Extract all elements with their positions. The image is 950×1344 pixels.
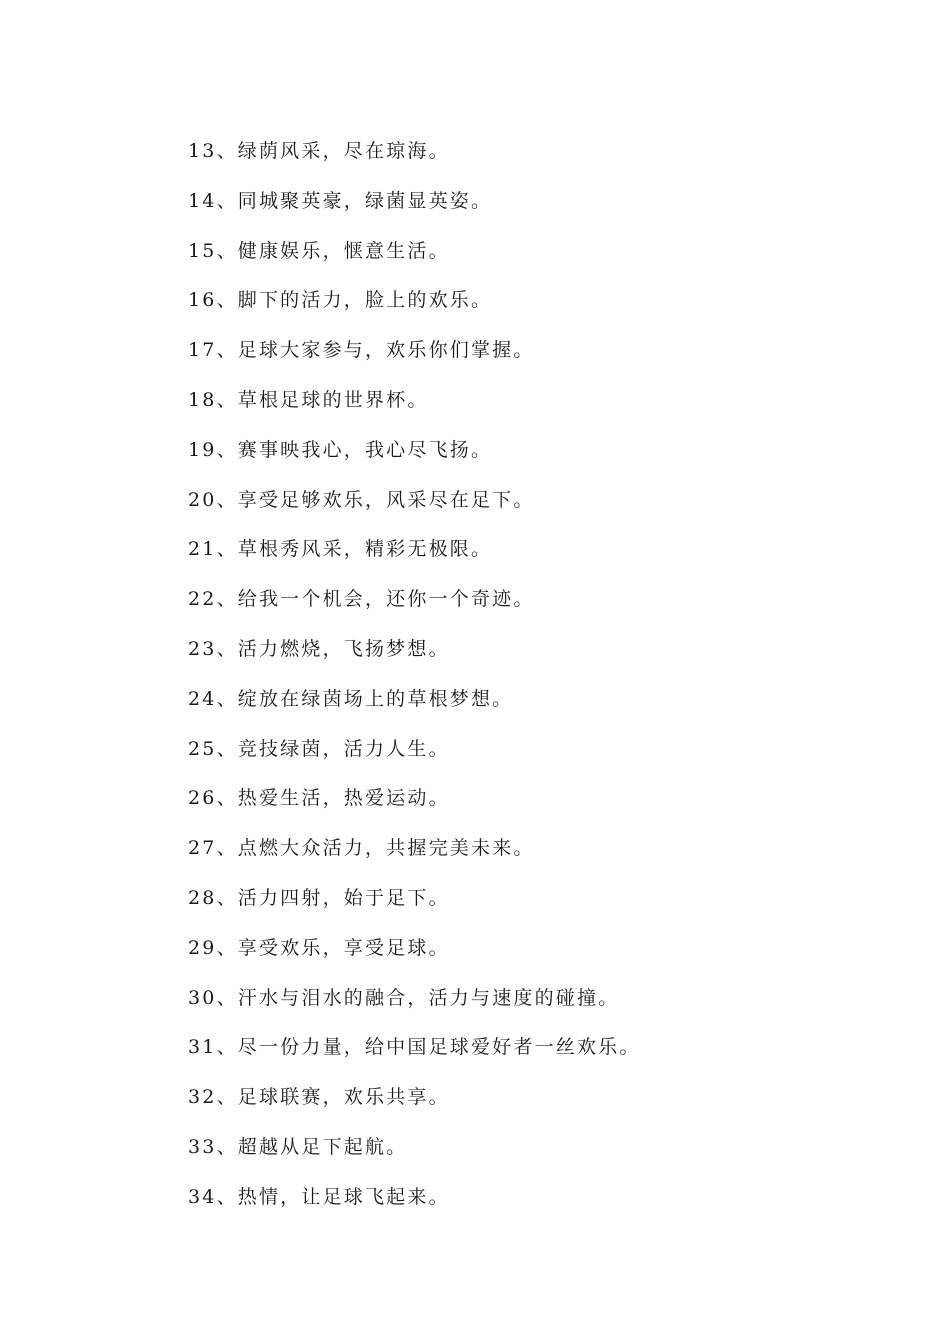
slogan-line: 25、竞技绿茵，活力人生。	[188, 737, 450, 760]
slogan-line: 26、热爱生活，热爱运动。	[188, 787, 450, 810]
slogan-line: 31、尽一份力量，给中国足球爱好者一丝欢乐。	[188, 1036, 641, 1059]
slogan-line: 27、点燃大众活力，共握完美未来。	[188, 837, 535, 860]
slogan-line: 28、活力四射，始于足下。	[188, 886, 450, 909]
slogan-line: 34、热情，让足球飞起来。	[188, 1185, 450, 1208]
slogan-line: 13、绿荫风采，尽在琼海。	[188, 140, 450, 162]
slogan-line: 17、足球大家参与，欢乐你们掌握。	[188, 339, 535, 362]
slogan-line: 14、同城聚英豪，绿菌显英姿。	[188, 189, 493, 212]
slogan-line: 20、享受足够欢乐，风采尽在足下。	[188, 488, 535, 511]
slogan-list	[188, 134, 641, 1230]
slogan-line: 32、足球联赛，欢乐共享。	[188, 1086, 450, 1109]
slogan-line: 15、健康娱乐，惬意生活。	[188, 239, 450, 262]
slogan-line: 21、草根秀风采，精彩无极限。	[188, 538, 493, 561]
slogan-line: 18、草根足球的世界杯。	[188, 388, 429, 411]
slogan-line: 22、给我一个机会，还你一个奇迹。	[188, 588, 535, 611]
slogan-line: 19、赛事映我心，我心尽飞扬。	[188, 438, 493, 461]
slogan-line: 23、活力燃烧，飞扬梦想。	[188, 637, 450, 660]
slogan-line: 29、享受欢乐，享受足球。	[188, 936, 450, 959]
slogan-line: 16、脚下的活力，脸上的欢乐。	[188, 289, 493, 312]
slogan-line: 30、汗水与泪水的融合，活力与速度的碰撞。	[188, 986, 620, 1009]
slogan-line: 24、绽放在绿茵场上的草根梦想。	[188, 687, 514, 710]
slogan-line: 33、超越从足下起航。	[188, 1135, 408, 1158]
